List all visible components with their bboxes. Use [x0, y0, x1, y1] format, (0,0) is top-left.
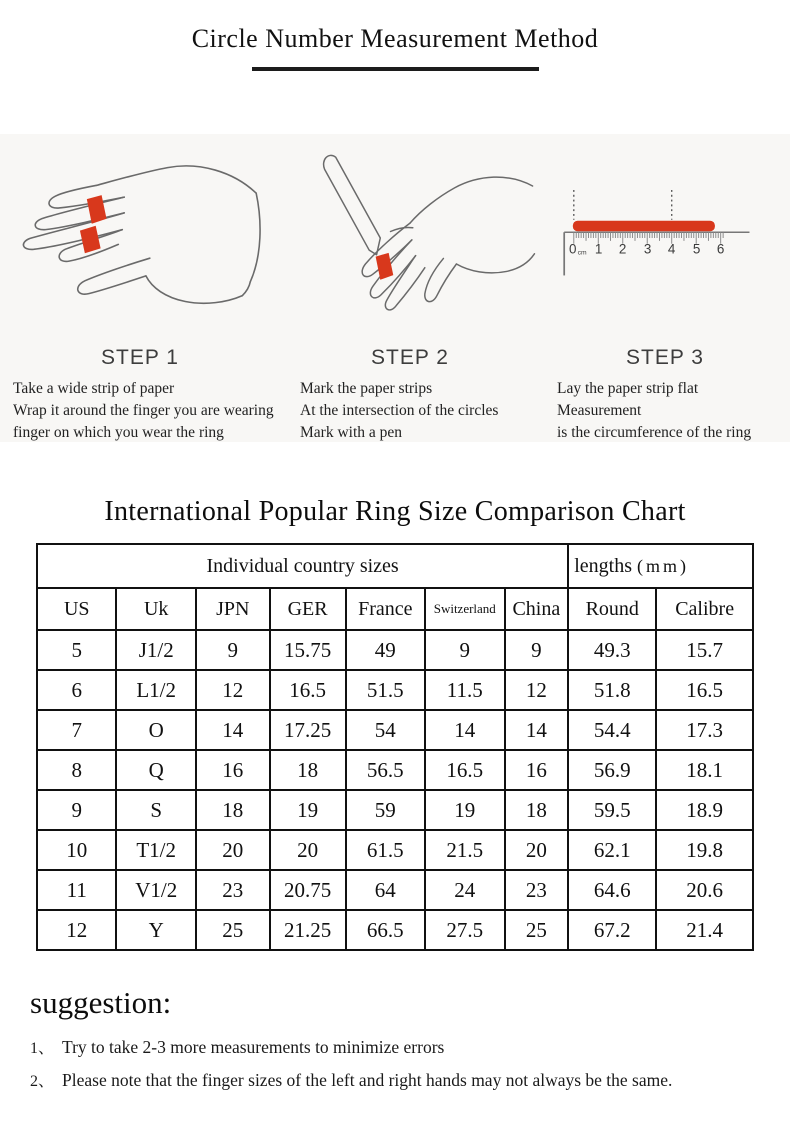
- step-2-label: STEP 2: [371, 346, 449, 369]
- table-cell: V1/2: [116, 870, 195, 910]
- ring-size-table: [36, 543, 754, 951]
- suggestion-heading: suggestion:: [30, 985, 172, 1020]
- table-cell: 56.5: [346, 750, 425, 790]
- ruler-label-2: 2: [618, 241, 627, 257]
- table-cell: 54: [346, 710, 425, 750]
- step-3-description: [540, 378, 790, 444]
- table-row: [37, 790, 753, 830]
- size-table-body: [37, 630, 753, 950]
- table-cell: 9: [196, 630, 270, 670]
- step-1-line-1: Take a wide strip of paper: [13, 380, 175, 397]
- table-cell: 67.2: [568, 910, 656, 950]
- table-cell: 20: [505, 830, 569, 870]
- step-1: [0, 134, 280, 442]
- table-cell: 49.3: [568, 630, 656, 670]
- ruler-label-0: 0: [569, 241, 577, 257]
- table-cell: 12: [37, 910, 116, 950]
- table-cell: 16.5: [425, 750, 504, 790]
- hand-with-paper-strip-icon: [0, 142, 280, 334]
- table-cell: 7: [37, 710, 116, 750]
- step-1-line-2: Wrap it around the finger you are wearing: [13, 402, 274, 419]
- table-cell: 51.8: [568, 670, 656, 710]
- table-column-header-row: [37, 588, 753, 630]
- suggestion-section: [0, 985, 790, 1091]
- ruler-label-5: 5: [692, 241, 701, 257]
- table-cell: 16: [505, 750, 569, 790]
- table-cell: 25: [505, 910, 569, 950]
- table-row: [37, 910, 753, 950]
- table-row: [37, 670, 753, 710]
- step-1-line-3: finger on which you wear the ring: [13, 424, 224, 441]
- title-underline: [252, 67, 539, 71]
- table-cell: 25: [196, 910, 270, 950]
- lengths-unit: (mm): [637, 555, 689, 576]
- table-cell: Q: [116, 750, 195, 790]
- table-cell: 23: [196, 870, 270, 910]
- measurement-steps: [0, 134, 790, 442]
- table-cell: 9: [425, 630, 504, 670]
- step-2-line-3: Mark with a pen: [300, 424, 403, 441]
- table-cell: 61.5: [346, 830, 425, 870]
- table-cell: 19: [270, 790, 346, 830]
- col-header-calibre: Calibre: [656, 588, 753, 630]
- table-cell: 19.8: [656, 830, 753, 870]
- suggestion-item-2-number: 2、: [30, 1073, 55, 1090]
- table-cell: 54.4: [568, 710, 656, 750]
- table-row: [37, 870, 753, 910]
- suggestion-item-2-text: Please note that the finger sizes of the left and right hands may not always be the same.: [62, 1070, 673, 1090]
- step-3-label: STEP 3: [626, 346, 704, 369]
- step-1-label: STEP 1: [101, 346, 179, 369]
- chart-title: International Popular Ring Size Comparison Chart: [104, 496, 686, 527]
- table-cell: 20: [270, 830, 346, 870]
- col-header-ger: GER: [270, 588, 346, 630]
- step-3: [540, 134, 790, 442]
- table-cell: 66.5: [346, 910, 425, 950]
- table-cell: 18.9: [656, 790, 753, 830]
- ruler-with-paper-strip-icon: [540, 142, 790, 334]
- table-cell: 12: [505, 670, 569, 710]
- table-group-header-row: [37, 544, 753, 588]
- table-cell: O: [116, 710, 195, 750]
- ruler-label-6: 6: [716, 241, 725, 257]
- table-cell: 51.5: [346, 670, 425, 710]
- table-cell: J1/2: [116, 630, 195, 670]
- table-cell: 64.6: [568, 870, 656, 910]
- ruler-label-3: 3: [643, 241, 652, 257]
- col-header-uk: Uk: [116, 588, 195, 630]
- step-2-line-1: Mark the paper strips: [300, 380, 433, 397]
- table-cell: Y: [116, 910, 195, 950]
- table-cell: 16.5: [270, 670, 346, 710]
- table-cell: 59.5: [568, 790, 656, 830]
- table-cell: 18: [196, 790, 270, 830]
- table-cell: 17.3: [656, 710, 753, 750]
- ruler-label-1: 1: [594, 241, 603, 257]
- col-header-round: Round: [568, 588, 656, 630]
- step-3-line-3: is the circumference of the ring: [557, 424, 752, 441]
- table-cell: 20.6: [656, 870, 753, 910]
- table-cell: 12: [196, 670, 270, 710]
- table-cell: 8: [37, 750, 116, 790]
- suggestion-item-1: [30, 1035, 774, 1058]
- table-cell: 64: [346, 870, 425, 910]
- col-header-china: China: [505, 588, 569, 630]
- table-cell: 18: [270, 750, 346, 790]
- table-row: [37, 750, 753, 790]
- table-cell: 14: [425, 710, 504, 750]
- hand-marking-with-pen-icon: [280, 142, 540, 334]
- col-header-france: France: [346, 588, 425, 630]
- table-cell: L1/2: [116, 670, 195, 710]
- header: [0, 0, 790, 71]
- suggestion-item-2: [30, 1068, 774, 1091]
- table-row: [37, 710, 753, 750]
- table-cell: 49: [346, 630, 425, 670]
- table-cell: 16.5: [656, 670, 753, 710]
- page-title: Circle Number Measurement Method: [191, 24, 599, 53]
- table-cell: 56.9: [568, 750, 656, 790]
- table-cell: 11: [37, 870, 116, 910]
- table-cell: 10: [37, 830, 116, 870]
- table-cell: 14: [505, 710, 569, 750]
- table-cell: 5: [37, 630, 116, 670]
- step-1-description: [0, 378, 280, 444]
- table-cell: 21.4: [656, 910, 753, 950]
- table-cell: 20.75: [270, 870, 346, 910]
- table-cell: T1/2: [116, 830, 195, 870]
- table-cell: 59: [346, 790, 425, 830]
- group-header-country-sizes: Individual country sizes: [37, 544, 568, 588]
- group-header-lengths: [568, 544, 753, 588]
- table-cell: 24: [425, 870, 504, 910]
- table-cell: 23: [505, 870, 569, 910]
- step-3-line-1: Lay the paper strip flat: [557, 380, 699, 397]
- suggestion-item-1-text: Try to take 2-3 more measurements to minimize errors: [62, 1037, 445, 1057]
- table-cell: 11.5: [425, 670, 504, 710]
- table-cell: 15.7: [656, 630, 753, 670]
- table-cell: 9: [505, 630, 569, 670]
- table-cell: S: [116, 790, 195, 830]
- table-cell: 14: [196, 710, 270, 750]
- table-cell: 9: [37, 790, 116, 830]
- table-cell: 62.1: [568, 830, 656, 870]
- step-2-line-2: At the intersection of the circles: [300, 402, 499, 419]
- table-cell: 21.5: [425, 830, 504, 870]
- table-cell: 20: [196, 830, 270, 870]
- step-3-line-2: Measurement: [557, 402, 642, 419]
- ruler-unit-cm: cm: [577, 249, 587, 257]
- table-cell: 18.1: [656, 750, 753, 790]
- table-cell: 18: [505, 790, 569, 830]
- lengths-label: lengths: [574, 554, 632, 577]
- col-header-switzerland: Switzerland: [425, 588, 504, 630]
- table-row: [37, 830, 753, 870]
- step-2: [280, 134, 540, 442]
- table-cell: 27.5: [425, 910, 504, 950]
- table-cell: 19: [425, 790, 504, 830]
- step-2-description: [280, 378, 540, 444]
- col-header-us: US: [37, 588, 116, 630]
- table-cell: 15.75: [270, 630, 346, 670]
- ruler-label-4: 4: [667, 241, 676, 257]
- suggestion-item-1-number: 1、: [30, 1040, 55, 1057]
- table-cell: 16: [196, 750, 270, 790]
- table-row: [37, 630, 753, 670]
- col-header-jpn: JPN: [196, 588, 270, 630]
- table-cell: 21.25: [270, 910, 346, 950]
- table-cell: 6: [37, 670, 116, 710]
- table-cell: 17.25: [270, 710, 346, 750]
